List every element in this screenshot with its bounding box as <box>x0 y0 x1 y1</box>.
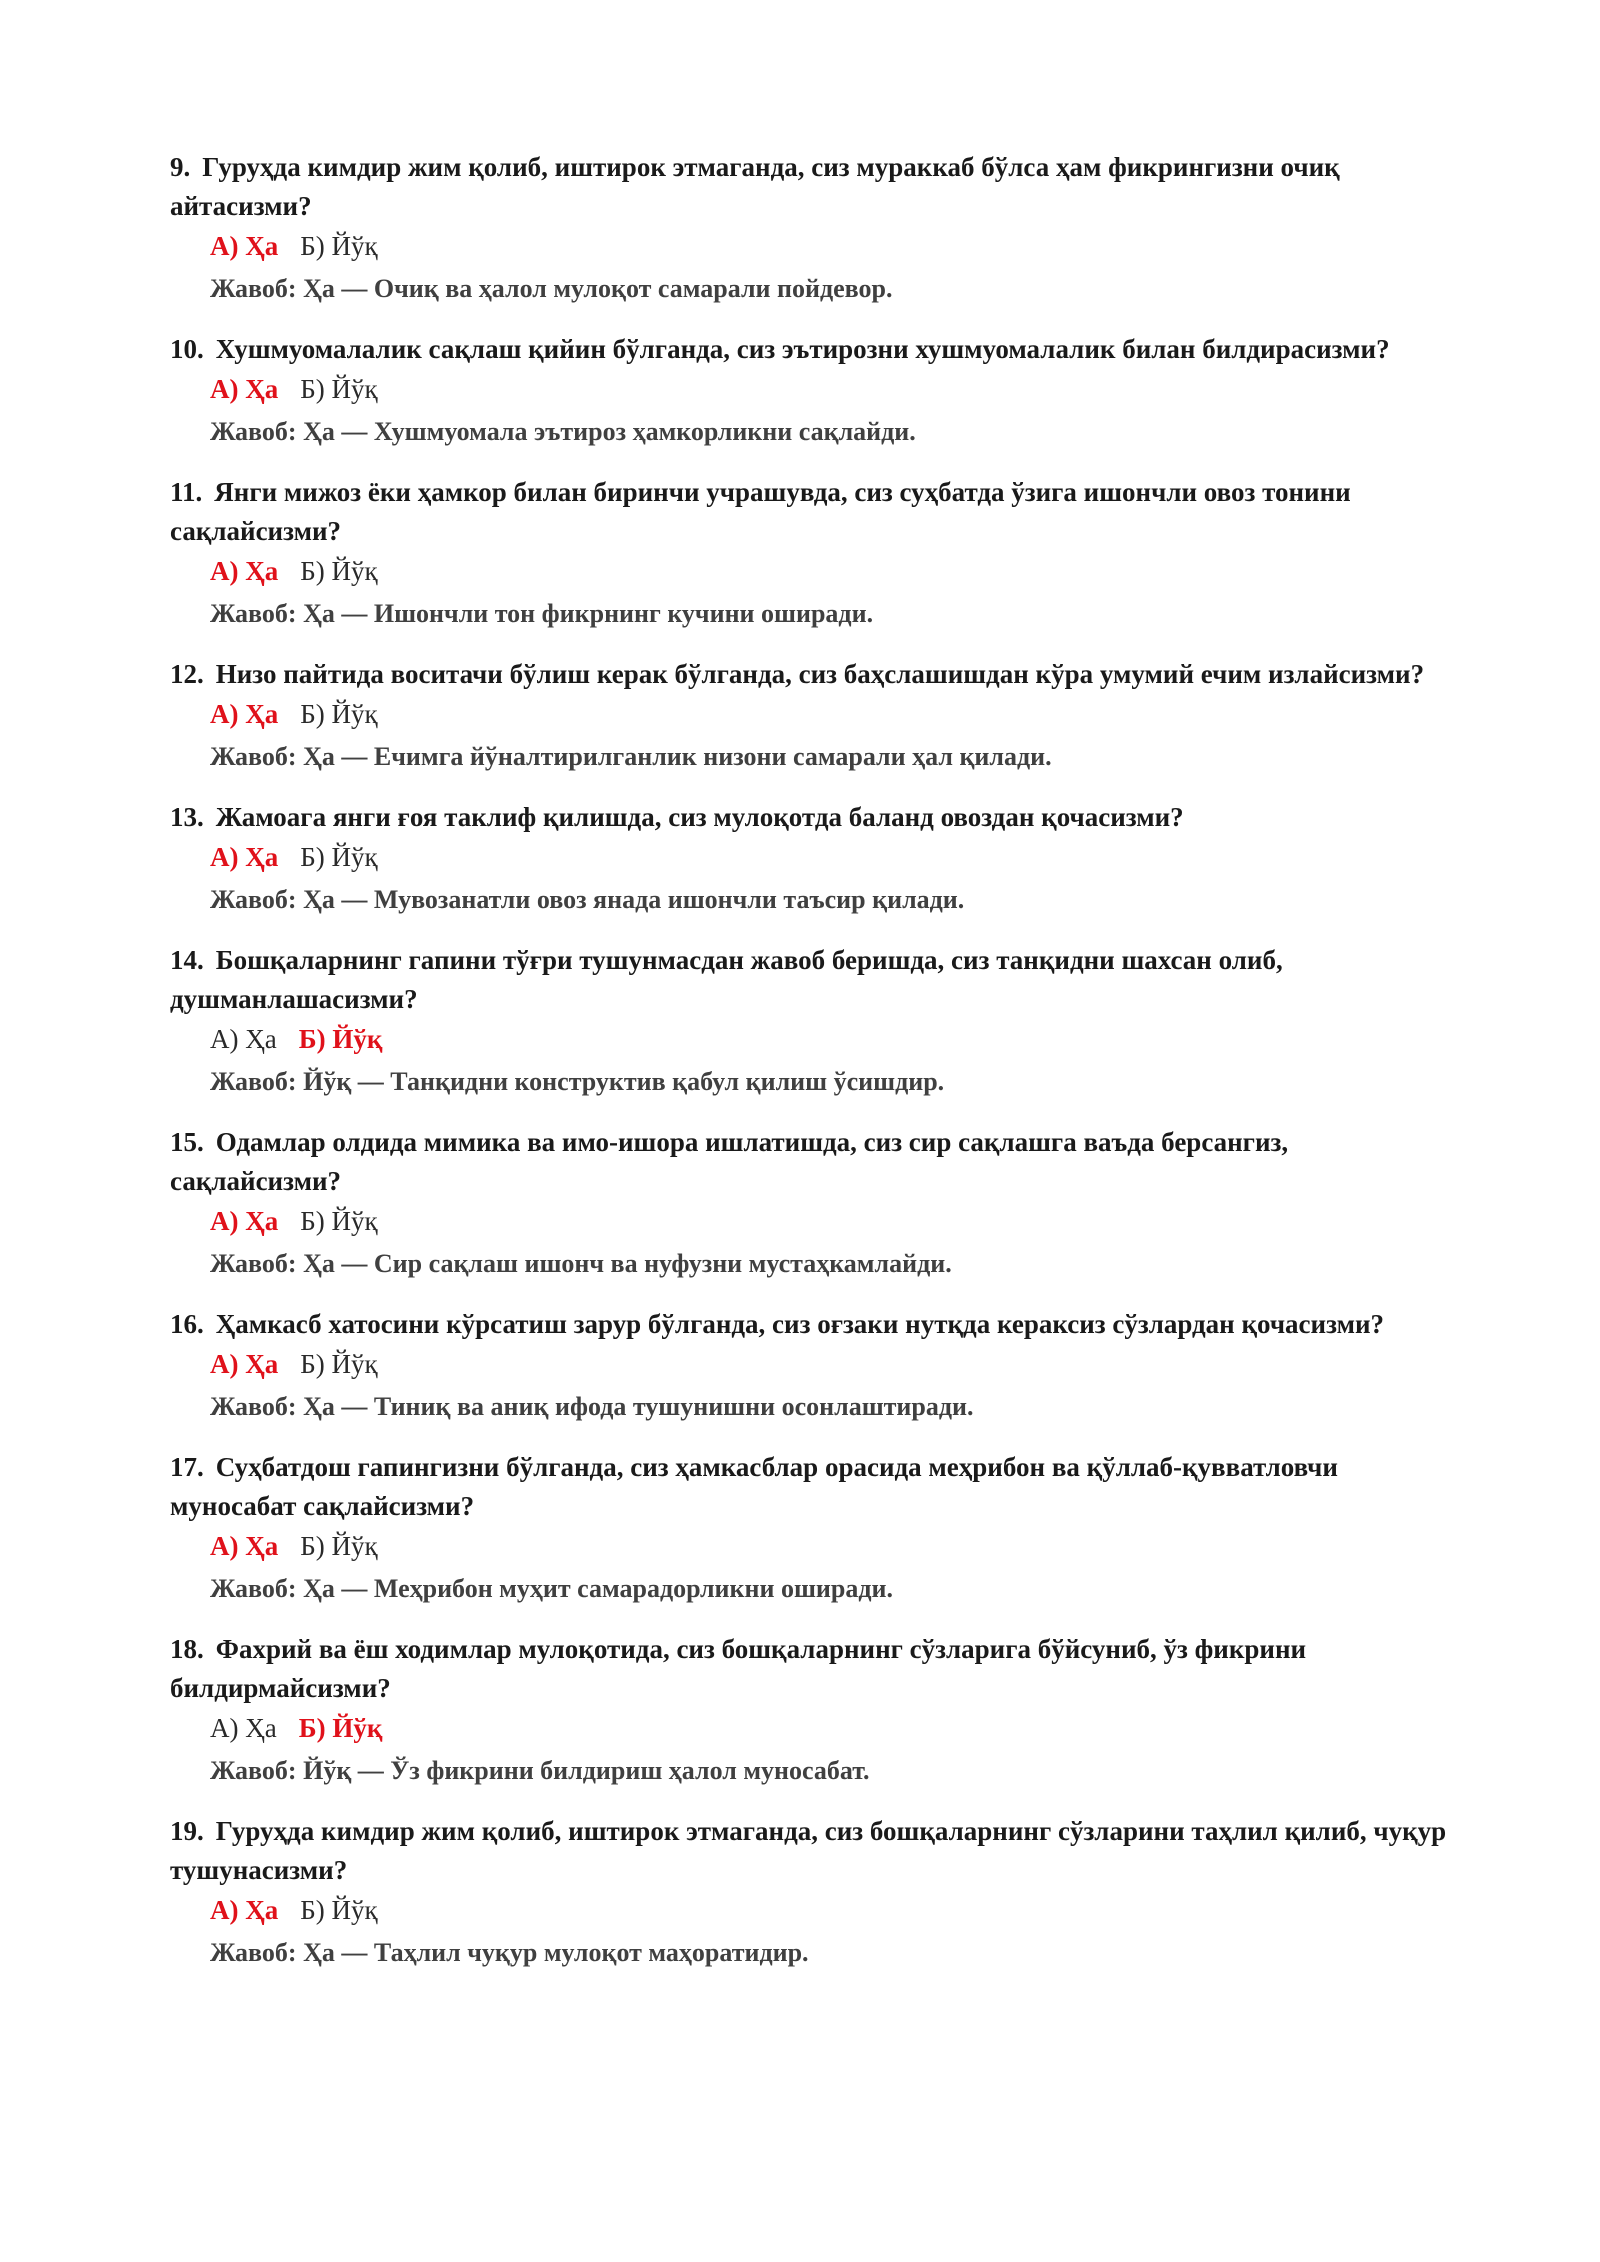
question-text <box>170 1448 1460 1526</box>
question-number: 19. <box>170 1816 204 1846</box>
option-correct: А) Ҳа <box>210 556 279 586</box>
question-text <box>170 1123 1460 1201</box>
answer-options <box>210 552 1460 591</box>
question-number: 11. <box>170 477 203 507</box>
question-body: Низо пайтида воситачи бўлиш керак бўлганда, сиз баҳслашишдан кўра умумий ечим излайсизми? <box>215 659 1425 689</box>
option-correct: А) Ҳа <box>210 1349 279 1379</box>
question-block <box>170 941 1460 1101</box>
option-correct: А) Ҳа <box>210 1206 279 1236</box>
option-correct: Б) Йўқ <box>298 1024 383 1054</box>
option: Б) Йўқ <box>300 699 378 729</box>
question-body: Гуруҳда кимдир жим қолиб, иштирок этмаганда, сиз мураккаб бўлса ҳам фикрингизни очиқ айтасизми? <box>170 152 1340 221</box>
answer-label: Жавоб: <box>210 417 297 446</box>
answer-line <box>210 594 1460 633</box>
question-body: Хушмуомалалик сақлаш қийин бўлганда, сиз эътирозни хушмуомалалик билан билдирасизми? <box>215 334 1390 364</box>
answer-options <box>210 1709 1460 1748</box>
answer-options <box>210 1527 1460 1566</box>
option-correct: А) Ҳа <box>210 842 279 872</box>
question-text <box>170 941 1460 1019</box>
answer-options <box>210 1891 1460 1930</box>
answer-label: Жавоб: <box>210 1067 297 1096</box>
question-body: Одамлар олдида мимика ва имо-ишора ишлатишда, сиз сир сақлашга ваъда берсангиз, сақлайсизми? <box>170 1127 1289 1196</box>
answer-label: Жавоб: <box>210 742 297 771</box>
question-body: Гуруҳда кимдир жим қолиб, иштирок этмаганда, сиз бошқаларнинг сўзларини таҳлил қилиб, чуқур тушунасизми? <box>170 1816 1447 1885</box>
answer-options <box>210 1345 1460 1384</box>
option-correct: А) Ҳа <box>210 231 279 261</box>
option: Б) Йўқ <box>300 1895 378 1925</box>
question-number: 10. <box>170 334 204 364</box>
answer-line <box>210 1062 1460 1101</box>
question-list <box>170 148 1460 1972</box>
answer-label: Жавоб: <box>210 1392 297 1421</box>
question-block <box>170 330 1460 451</box>
question-block <box>170 655 1460 776</box>
question-body: Янги мижоз ёки ҳамкор билан биринчи учрашувда, сиз суҳбатда ўзига ишончли овоз тонини сақлайсизми? <box>170 477 1351 546</box>
answer-options <box>210 838 1460 877</box>
option: Б) Йўқ <box>300 1531 378 1561</box>
option: Б) Йўқ <box>300 1349 378 1379</box>
question-text <box>170 1630 1460 1708</box>
option: Б) Йўқ <box>300 842 378 872</box>
answer-explanation: Ҳа — Таҳлил чуқур мулоқот маҳоратидир. <box>303 1938 809 1967</box>
question-text <box>170 148 1460 226</box>
question-block <box>170 1630 1460 1790</box>
quiz-page <box>170 148 1460 1994</box>
question-number: 9. <box>170 152 191 182</box>
answer-options <box>210 1020 1460 1059</box>
question-block <box>170 1123 1460 1283</box>
answer-line <box>210 880 1460 919</box>
answer-label: Жавоб: <box>210 599 297 628</box>
answer-line <box>210 412 1460 451</box>
answer-options <box>210 1202 1460 1241</box>
answer-label: Жавоб: <box>210 1249 297 1278</box>
answer-line <box>210 1387 1460 1426</box>
answer-explanation: Ҳа — Тиниқ ва аниқ ифода тушунишни осонлаштиради. <box>303 1392 974 1421</box>
answer-line <box>210 1933 1460 1972</box>
option: А) Ҳа <box>210 1024 277 1054</box>
answer-options <box>210 695 1460 734</box>
question-text <box>170 473 1460 551</box>
answer-explanation: Ҳа — Меҳрибон муҳит самарадорликни оширади. <box>303 1574 893 1603</box>
question-text <box>170 1812 1460 1890</box>
question-text <box>170 330 1460 369</box>
answer-line <box>210 737 1460 776</box>
question-number: 12. <box>170 659 204 689</box>
answer-explanation: Ҳа — Хушмуомала эътироз ҳамкорликни сақлайди. <box>303 417 916 446</box>
question-text <box>170 1305 1460 1344</box>
option: Б) Йўқ <box>300 374 378 404</box>
question-number: 14. <box>170 945 204 975</box>
question-block <box>170 1812 1460 1972</box>
answer-line <box>210 1244 1460 1283</box>
answer-line <box>210 269 1460 308</box>
question-text <box>170 798 1460 837</box>
answer-explanation: Ҳа — Очиқ ва ҳалол мулоқот самарали пойдевор. <box>303 274 893 303</box>
answer-explanation: Йўқ — Ўз фикрини билдириш ҳалол муносабат. <box>303 1756 870 1785</box>
question-number: 13. <box>170 802 204 832</box>
answer-label: Жавоб: <box>210 1574 297 1603</box>
answer-line <box>210 1751 1460 1790</box>
question-body: Бошқаларнинг гапини тўғри тушунмасдан жавоб беришда, сиз танқидни шахсан олиб, душманлашасизми? <box>170 945 1283 1014</box>
question-body: Жамоага янги ғоя таклиф қилишда, сиз мулоқотда баланд овоздан қочасизми? <box>215 802 1184 832</box>
question-number: 16. <box>170 1309 204 1339</box>
option-correct: А) Ҳа <box>210 374 279 404</box>
option: Б) Йўқ <box>300 1206 378 1236</box>
option: А) Ҳа <box>210 1713 277 1743</box>
answer-label: Жавоб: <box>210 885 297 914</box>
answer-label: Жавоб: <box>210 1938 297 1967</box>
question-block <box>170 473 1460 633</box>
question-block <box>170 1305 1460 1426</box>
option: Б) Йўқ <box>300 556 378 586</box>
answer-options <box>210 227 1460 266</box>
answer-options <box>210 370 1460 409</box>
answer-explanation: Ҳа — Ечимга йўналтирилганлик низони самарали ҳал қилади. <box>303 742 1052 771</box>
question-text <box>170 655 1460 694</box>
option-correct: А) Ҳа <box>210 1531 279 1561</box>
answer-label: Жавоб: <box>210 274 297 303</box>
answer-explanation: Ҳа — Ишончли тон фикрнинг кучини оширади. <box>303 599 874 628</box>
question-body: Суҳбатдош гапингизни бўлганда, сиз ҳамкасблар орасида меҳрибон ва қўллаб-қувватловчи муносабат сақлайсизми? <box>170 1452 1338 1521</box>
answer-line <box>210 1569 1460 1608</box>
answer-explanation: Ҳа — Мувозанатли овоз янада ишончли таъсир қилади. <box>303 885 965 914</box>
option-correct: Б) Йўқ <box>298 1713 383 1743</box>
question-number: 18. <box>170 1634 204 1664</box>
answer-explanation: Ҳа — Сир сақлаш ишонч ва нуфузни мустаҳкамлайди. <box>303 1249 952 1278</box>
question-number: 15. <box>170 1127 204 1157</box>
answer-explanation: Йўқ — Танқидни конструктив қабул қилиш ўсишдир. <box>303 1067 945 1096</box>
option-correct: А) Ҳа <box>210 699 279 729</box>
option-correct: А) Ҳа <box>210 1895 279 1925</box>
question-body: Фахрий ва ёш ходимлар мулоқотида, сиз бошқаларнинг сўзларига бўйсуниб, ўз фикрини билдирмайсизми? <box>170 1634 1307 1703</box>
question-block <box>170 798 1460 919</box>
answer-label: Жавоб: <box>210 1756 297 1785</box>
question-number: 17. <box>170 1452 204 1482</box>
question-body: Ҳамкасб хатосини кўрсатиш зарур бўлганда, сиз оғзаки нутқда кераксиз сўзлардан қочасизми? <box>215 1309 1385 1339</box>
option: Б) Йўқ <box>300 231 378 261</box>
question-block <box>170 1448 1460 1608</box>
question-block <box>170 148 1460 308</box>
